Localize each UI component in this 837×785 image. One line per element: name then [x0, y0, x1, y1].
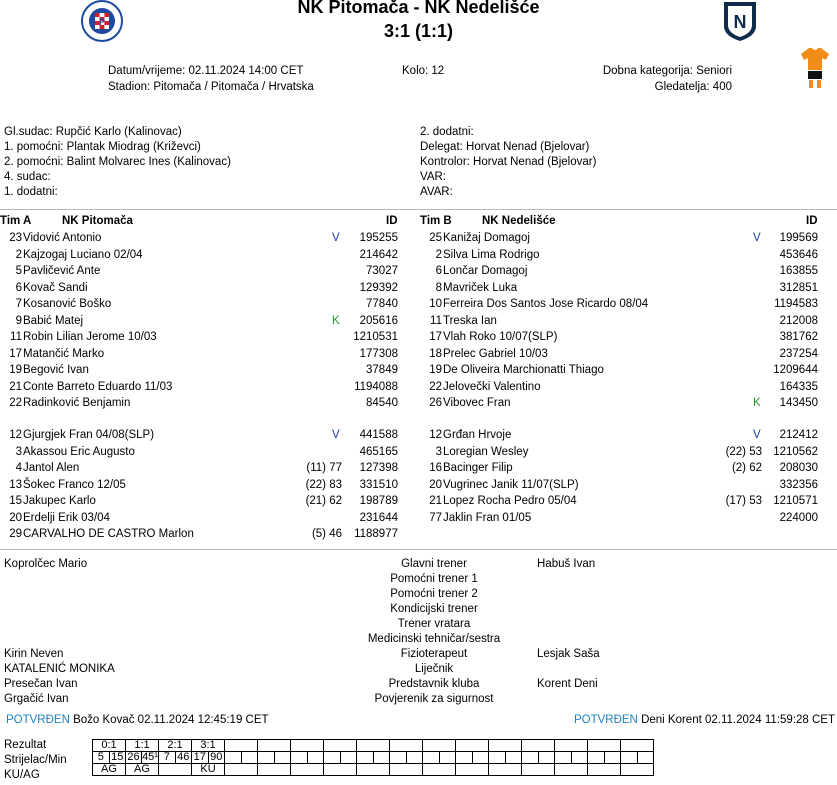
player-number: 8 [435, 281, 442, 294]
away-staff-name: Lesjak Saša [537, 648, 600, 660]
official-left-line: 4. sudac: [4, 171, 51, 183]
match-title: NK Pitomača - NK Nedelišće [297, 0, 540, 17]
player-name: Robin Lilian Jerome 10/03 [23, 331, 157, 343]
ku-ag-cell: AG [126, 764, 159, 776]
scorer-minute-cell [637, 752, 654, 764]
ku-ag-cell [357, 764, 390, 776]
player-name: Vugrinec Janik 11/07(SLP) [443, 478, 579, 491]
result-cell [423, 740, 456, 752]
scorer-minute-cell [489, 752, 506, 764]
scorer-minute-cell [472, 752, 489, 764]
player-number: 26 [429, 397, 442, 409]
substitution-info: (17) 53 [725, 495, 762, 507]
player-number: 2 [15, 248, 22, 261]
scorer-minute-cell [357, 752, 374, 764]
staff-role: Medicinski tehničar/sestra [367, 633, 501, 645]
player-id: 163855 [779, 265, 818, 277]
staff-role: Predstavnik kluba [388, 678, 480, 690]
player-number: 16 [429, 462, 442, 474]
team-label: Tim A [0, 215, 32, 227]
ku-ag-cell [159, 764, 192, 776]
result-cell: 3:1 [192, 740, 225, 752]
ku-ag-cell [489, 764, 522, 776]
player-name: Gjurgjek Fran 04/08(SLP) [23, 429, 155, 441]
ku-ag-cell [390, 764, 423, 776]
player-number: 21 [429, 495, 442, 507]
player-number: 3 [435, 445, 442, 458]
team-label: Tim B [420, 215, 452, 227]
player-id: 37849 [366, 364, 398, 376]
player-name: Babić Matej [23, 314, 84, 327]
player-id: 1188977 [354, 528, 398, 540]
ku-ag-cell [258, 764, 291, 776]
home-crest-letter: P [98, 17, 106, 27]
staff-role: Pomoćni trener 1 [390, 573, 478, 585]
player-number: 3 [15, 445, 22, 458]
scorer-minute-cell [456, 752, 473, 764]
player-name: CARVALHO DE CASTRO Marlon [23, 528, 194, 540]
home-confirmation [6, 714, 269, 726]
away-confirmation [574, 714, 835, 726]
staff-role: Pomoćni trener 2 [390, 588, 478, 600]
player-name: Prelec Gabriel 10/03 [443, 347, 548, 360]
captain-mark: V [332, 429, 340, 441]
player-number: 22 [429, 380, 442, 393]
summary-label-kuag: KU/AG [4, 769, 40, 781]
official-left-line: Gl.sudac: Rupčić Karlo (Kalinovac) [4, 126, 182, 138]
player-number: 19 [429, 364, 442, 376]
scorer-minute-cell [538, 752, 555, 764]
scorer-minute-cell [571, 752, 588, 764]
player-number: 7 [15, 298, 22, 310]
player-name: Ferreira Dos Santos Jose Ricardo 08/04 [443, 298, 649, 310]
player-id: 331510 [359, 478, 398, 491]
player-name: Lončar Domagoj [443, 265, 528, 277]
substitution-info: (2) 62 [731, 462, 762, 474]
id-header: ID [386, 215, 398, 227]
player-name: Šokec Franco 12/05 [23, 478, 126, 491]
player-id: 195255 [359, 232, 398, 244]
result-cell [258, 740, 291, 752]
confirmation-text: Božo Kovač 02.11.2024 12:45:19 CET [73, 714, 269, 726]
ku-ag-cell [588, 764, 621, 776]
player-name: Begović Ivan [23, 364, 89, 376]
player-id: 212412 [779, 429, 818, 441]
player-id: 212008 [779, 314, 818, 327]
player-number: 17 [9, 347, 22, 360]
team-name: NK Pitomača [62, 215, 133, 227]
player-number: 15 [9, 495, 22, 507]
player-id: 1194088 [354, 380, 398, 393]
player-number: 5 [15, 265, 22, 277]
player-name: Jelovečki Valentino [443, 380, 541, 393]
player-id: 177308 [359, 347, 398, 360]
player-name: Kosanović Boško [23, 298, 112, 310]
scorer-minute-cell [555, 752, 572, 764]
player-id: 164335 [779, 380, 818, 393]
scorer-minute-cell [390, 752, 407, 764]
player-number: 9 [15, 314, 22, 327]
summary-label-scorer: Strijelac/Min [4, 754, 67, 766]
player-id: 205616 [359, 314, 398, 327]
staff-role: Kondicijski trener [390, 603, 478, 615]
scorer-minute-cell [588, 752, 605, 764]
official-left-line: 2. pomoćni: Balint Molvarec Ines (Kalinovac) [4, 156, 231, 168]
scorer-minute-cell [258, 752, 275, 764]
result-cell: 2:1 [159, 740, 192, 752]
player-id: 73027 [366, 265, 398, 277]
scorer-minute-cell [241, 752, 258, 764]
scorer-minute-cell: 45¹ [142, 751, 158, 763]
scorer-minute-cell: 15 [109, 752, 126, 764]
player-number: 23 [9, 232, 22, 244]
away-staff-name: Habuš Ivan [537, 558, 596, 570]
player-id: 312851 [779, 281, 818, 294]
home-staff-name: Grgačić Ivan [4, 693, 69, 705]
confirmation-text: Deni Korent 02.11.2024 11:59:28 CET [641, 714, 835, 726]
player-id: 77840 [366, 298, 398, 310]
player-name: Jaklin Fran 01/05 [443, 511, 532, 524]
substitution-info: (21) 62 [305, 495, 342, 507]
result-cell: 0:1 [93, 740, 126, 752]
home-staff-name: Presečan Ivan [4, 678, 78, 690]
player-number: 6 [15, 281, 22, 294]
player-id: 224000 [779, 511, 818, 524]
ku-ag-cell [291, 764, 324, 776]
player-number: 13 [9, 478, 22, 491]
player-name: Erdelji Erik 03/04 [23, 511, 110, 524]
player-name: Jakupec Karlo [23, 495, 96, 507]
goalkeeper-mark: K [753, 397, 761, 409]
ku-ag-cell [324, 764, 357, 776]
result-cell [291, 740, 324, 752]
player-id: 129392 [359, 281, 398, 294]
substitution-info: (11) 77 [306, 462, 342, 474]
result-cell [621, 740, 654, 752]
scorer-minute-cell [406, 752, 423, 764]
player-name: Kajzogaj Luciano 02/04 [23, 248, 143, 261]
scorer-minute-cell [621, 752, 638, 764]
scorer-minute-cell [324, 752, 341, 764]
player-name: Kanižaj Domagoj [443, 232, 530, 244]
player-name: Kovač Sandi [23, 281, 88, 294]
player-id: 237254 [779, 347, 818, 360]
player-number: 20 [9, 511, 22, 524]
player-name: Mavriček Luka [443, 281, 518, 294]
player-number: 25 [429, 232, 442, 244]
substitution-info: (5) 46 [311, 528, 342, 540]
scorer-minute-cell [274, 752, 291, 764]
scorer-minute-cell: 46 [175, 752, 192, 764]
away-crest-letter: N [733, 12, 747, 32]
player-name: Treska Ian [443, 314, 497, 327]
player-id: 143450 [779, 397, 818, 409]
player-id: 381762 [779, 331, 818, 343]
player-name: Jantol Alen [23, 462, 80, 474]
ku-ag-cell [621, 764, 654, 776]
player-number: 22 [9, 397, 22, 409]
player-name: Vibovec Fran [443, 397, 511, 409]
staff-role: Povjerenik za sigurnost [374, 693, 494, 705]
player-number: 2 [435, 248, 442, 261]
result-cell [456, 740, 489, 752]
result-cell [522, 740, 555, 752]
team-name: NK Nedelišće [482, 215, 556, 227]
captain-mark: V [753, 429, 761, 441]
player-number: 18 [429, 347, 442, 360]
player-id: 84540 [366, 397, 398, 409]
player-id: 127398 [359, 462, 398, 474]
player-id: 465165 [359, 445, 398, 458]
official-right-line: 2. dodatni: [420, 126, 474, 138]
player-name: Lopez Rocha Pedro 05/04 [443, 495, 577, 507]
player-name: Matančić Marko [23, 347, 105, 360]
official-right-line: AVAR: [420, 186, 453, 198]
player-id: 453646 [779, 248, 818, 261]
divider [0, 549, 837, 550]
summary-table [92, 739, 654, 776]
home-staff-name: Koprolčec Mario [4, 558, 88, 570]
player-id: 332356 [779, 478, 818, 491]
scorer-minute-cell: 7 [159, 752, 176, 764]
scorer-minute-cell [291, 752, 308, 764]
result-cell [588, 740, 621, 752]
player-number: 19 [9, 364, 22, 376]
player-id: 208030 [779, 462, 818, 474]
player-id: 441588 [359, 429, 398, 441]
substitution-info: (22) 83 [305, 478, 342, 491]
player-number: 11 [10, 331, 22, 343]
player-name: Radinković Benjamin [23, 397, 131, 409]
player-number: 77 [429, 511, 442, 524]
ku-ag-cell [522, 764, 555, 776]
official-right-line: Kontrolor: Horvat Nenad (Bjelovar) [420, 156, 597, 168]
ku-ag-cell: AG [93, 764, 126, 776]
scorer-minute-cell: 5 [93, 752, 110, 764]
scorer-minute-cell: 17 [192, 752, 209, 764]
player-name: Vlah Roko 10/07(SLP) [443, 331, 558, 343]
player-number: 6 [435, 265, 442, 277]
staff-role: Trener vratara [397, 618, 471, 630]
player-id: 198789 [359, 495, 398, 507]
player-id: 1194583 [774, 298, 818, 310]
match-datetime: Datum/vrijeme: 02.11.2024 14:00 CET [108, 65, 304, 77]
player-number: 17 [429, 331, 442, 343]
player-name: Pavličević Ante [23, 265, 101, 277]
official-right-line: Delegat: Horvat Nenad (Bjelovar) [420, 141, 590, 153]
result-cell: 1:1 [126, 740, 159, 752]
official-left-line: 1. dodatni: [4, 186, 58, 198]
player-id: 1210562 [773, 445, 818, 458]
jersey-icon [800, 46, 830, 90]
result-cell [390, 740, 423, 752]
scorer-minute-cell: 26 [127, 751, 140, 763]
scorer-minute-cell [604, 752, 621, 764]
player-number: 12 [9, 429, 22, 441]
player-number: 12 [429, 429, 442, 441]
summary-label-result: Rezultat [4, 739, 47, 751]
age-category: Dobna kategorija: Seniori [602, 65, 732, 77]
player-number: 20 [429, 478, 442, 491]
confirmed-tag: POTVRĐEN [573, 714, 638, 726]
player-name: Akassou Eric Augusto [23, 445, 135, 458]
result-cell [489, 740, 522, 752]
home-staff-name: Kirin Neven [4, 648, 64, 660]
official-right-line: VAR: [420, 171, 446, 183]
player-id: 199569 [779, 232, 818, 244]
player-number: 11 [430, 314, 442, 327]
scorer-minute-cell [307, 752, 324, 764]
captain-mark: V [332, 232, 340, 244]
staff-role: Fizioterapeut [400, 648, 468, 660]
scorer-minute-cell [522, 752, 539, 764]
player-name: Silva Lima Rodrigo [443, 248, 540, 261]
match-round: Kolo: 12 [402, 65, 445, 77]
scorer-minute-cell [439, 752, 456, 764]
player-id: 1210531 [353, 331, 398, 343]
scorer-minute-cell: 90 [208, 752, 225, 764]
player-id: 1209644 [773, 364, 818, 376]
player-id: 214642 [359, 248, 398, 261]
player-name: Conte Barreto Eduardo 11/03 [23, 380, 173, 393]
result-cell [225, 740, 258, 752]
player-name: Loregian Wesley [443, 445, 529, 458]
scorer-minute-cell [225, 752, 242, 764]
ku-ag-cell: KU [192, 764, 225, 776]
goalkeeper-mark: K [332, 314, 340, 327]
player-name: Vidović Antonio [23, 232, 102, 244]
official-left-line: 1. pomoćni: Plantak Miodrag (Križevci) [4, 141, 201, 153]
captain-mark: V [753, 232, 761, 244]
scorer-minute-cell [340, 752, 357, 764]
scorer-minute-cell [505, 752, 522, 764]
divider [0, 209, 837, 210]
player-name: De Oliveira Marchionatti Thiago [443, 364, 604, 376]
attendance: Gledatelja: 400 [654, 81, 732, 93]
away-staff-name: Korent Deni [537, 678, 598, 690]
ku-ag-cell [456, 764, 489, 776]
player-id: 231644 [359, 511, 398, 524]
result-cell [357, 740, 390, 752]
ku-ag-cell [225, 764, 258, 776]
match-score: 3:1 (1:1) [383, 21, 454, 41]
result-cell [324, 740, 357, 752]
player-number: 21 [9, 380, 22, 393]
scorer-minute-cell [373, 752, 390, 764]
match-stadium: Stadion: Pitomača / Pitomača / Hrvatska [108, 81, 314, 93]
player-name: Grđan Hrvoje [443, 429, 512, 441]
staff-role: Liječnik [414, 663, 454, 675]
scorer-minute-cell [423, 752, 440, 764]
player-number: 4 [15, 462, 22, 474]
id-header: ID [806, 215, 818, 227]
home-staff-name: KATALENIĆ MONIKA [4, 663, 115, 675]
player-id: 1210571 [773, 495, 818, 507]
player-number: 29 [9, 528, 22, 540]
confirmed-tag: POTVRĐEN [6, 714, 70, 726]
player-name: Bacinger Filip [443, 462, 513, 474]
player-number: 10 [429, 298, 442, 310]
ku-ag-cell [423, 764, 456, 776]
substitution-info: (22) 53 [725, 445, 762, 458]
result-cell [555, 740, 588, 752]
staff-role: Glavni trener [401, 558, 467, 570]
ku-ag-cell [555, 764, 588, 776]
